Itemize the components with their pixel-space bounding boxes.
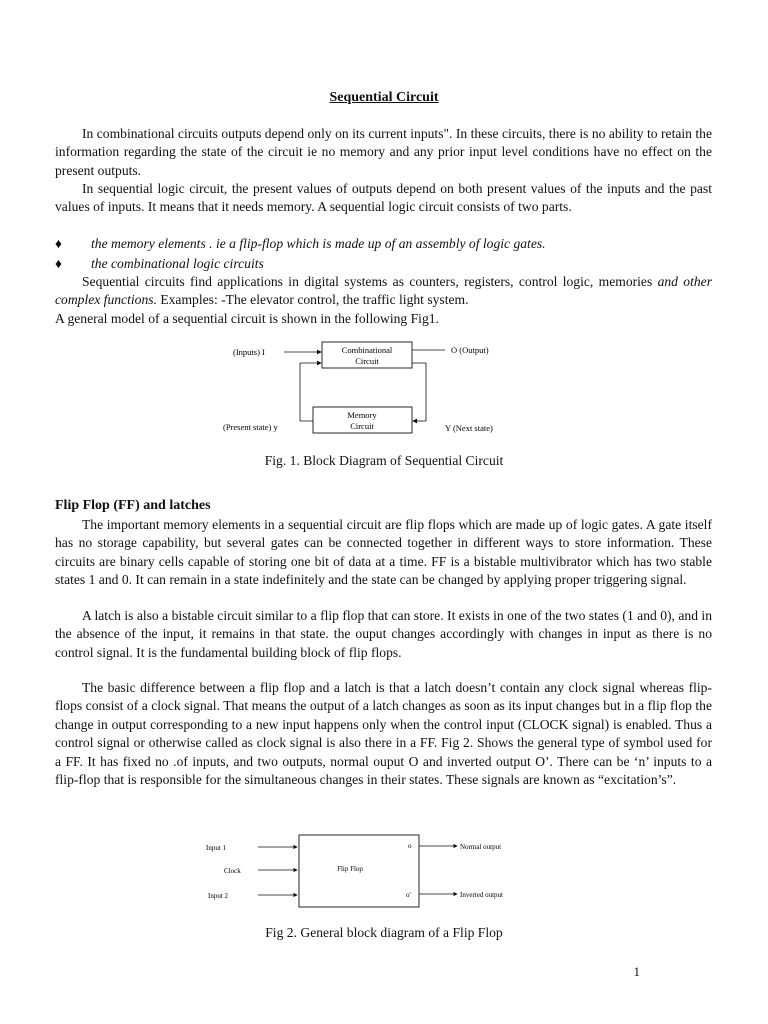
inverted-output-label: Inverted output [460, 891, 503, 899]
figure-2-caption: Fig 2. General block diagram of a Flip Flop [265, 925, 503, 940]
bullet-combinational-logic [55, 255, 712, 273]
applications-italic: and other complex functions. [55, 274, 712, 308]
memory-label-2: Circuit [350, 421, 374, 431]
page-title: Sequential Circuit [329, 90, 439, 105]
figure-1-caption: Fig. 1. Block Diagram of Sequential Circuit [264, 453, 504, 468]
input-1-label: Input 1 [206, 844, 227, 852]
paragraph-memory-elements: The important memory elements in a sequential circuit are flip flops which are made up of logic gates. A gate itself has no storage capability, but several gates can be connected together in different ways to store information. These circuits are binary cells capable of storing one bit of data at a time. FF is a bistable multivibrator which has two stable states 1 and 0. It can remain in a state indefinitely and the state can be changed by applying proper triggering signal. [55, 517, 712, 588]
section-heading-flip-flop: Flip Flop (FF) and latches [55, 498, 211, 513]
diamond-bullet-icon: ♦ [55, 236, 62, 251]
bullet-memory-elements [55, 235, 712, 253]
paragraph-difference: The basic difference between a flip flop and a latch is that a latch doesn’t contain any clock signal whereas flip-flops consist of a clock signal. That means the output of a latch changes as soon as its input changes but in a flip flop the change in output corresponding to a new input happens only when the control input (CLOCK signal) is enabled. Thus a control signal or otherwise called as clock signal is also there in a FF. Fig 2. Shows the general type of symbol used for a FF. It has fixed no .of inputs, and two outputs, normal ouput O and inverted output O’. There can be ‘n’ inputs to a flip-flop that is responsible for the simultaneous changes in their states. These signals are known as “excitation’s”. [55, 680, 712, 788]
paragraph-general-model: A general model of a sequential circuit is shown in the following Fig1. [55, 311, 439, 326]
diamond-bullet-icon: ♦ [55, 256, 62, 271]
o-bar-label: o' [406, 891, 411, 899]
sequential-circuit-block-diagram [200, 335, 520, 445]
output-label: O (Output) [451, 345, 489, 355]
memory-label: Memory [347, 410, 377, 420]
combinational-label: Combinational [341, 345, 393, 355]
flip-flop-label: Flip Flop [337, 865, 363, 873]
bullet-text: the memory elements . ie a flip-flop which is made up of an assembly of logic gates. [91, 236, 546, 251]
combinational-label-2: Circuit [355, 356, 379, 366]
clock-label: Clock [224, 867, 241, 875]
paragraph-latch: A latch is also a bistable circuit similar to a flip flop that can store. It exists in one of the two states (1 and 0), and in the absence of the input, it remains in that state. the ouput changes accordingly with changes in input as there is no control signal. It is the fundamental building block of flip flops. [55, 608, 712, 660]
bullet-text: the combinational logic circuits [91, 256, 264, 271]
paragraph-combinational: In combinational circuits outputs depend only on its current inputs". In these circuits, there is no ability to retain the information regarding the state of the circuit ie no memory and any prior input level conditions have no effect on the present outputs. [55, 126, 712, 178]
applications-text: Sequential circuits find applications in digital systems as counters, registers, control logic, memories [82, 274, 658, 289]
present-state-label: (Present state) y [223, 422, 278, 432]
applications-examples: Examples: -The elevator control, the traffic light system. [156, 292, 469, 308]
page-number: 1 [633, 964, 640, 979]
flip-flop-block-diagram [200, 830, 530, 915]
o-label: o [408, 842, 412, 850]
input-2-label: Input 2 [208, 892, 229, 900]
normal-output-label: Normal output [460, 843, 502, 851]
inputs-label: (Inputs) I [233, 347, 265, 357]
paragraph-sequential: In sequential logic circuit, the present values of outputs depend on both present values of the inputs and the past values of inputs. It means that it needs memory. A sequential logic circuit consists of two parts. [55, 181, 712, 215]
paragraph-applications [55, 273, 712, 310]
next-state-label: Y (Next state) [445, 423, 493, 433]
